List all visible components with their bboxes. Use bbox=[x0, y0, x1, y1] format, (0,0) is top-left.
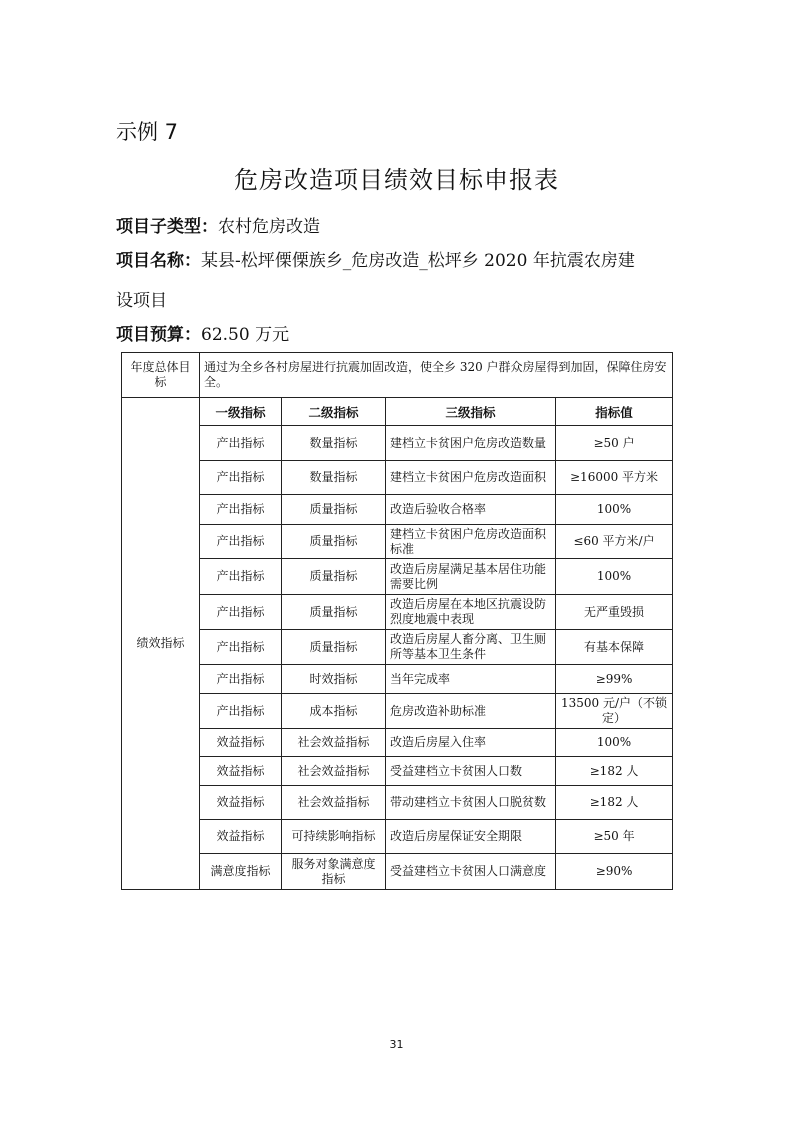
level3-cell: 改造后房屋在本地区抗震设防烈度地震中表现 bbox=[386, 595, 556, 630]
level2-cell: 时效指标 bbox=[282, 665, 386, 694]
level1-cell: 产出指标 bbox=[200, 525, 282, 559]
table-row bbox=[122, 665, 673, 694]
level2-cell: 质量指标 bbox=[282, 630, 386, 665]
table-row bbox=[122, 786, 673, 820]
project-name bbox=[116, 246, 635, 271]
level3-cell: 改造后房屋满足基本居住功能需要比例 bbox=[386, 559, 556, 595]
level2-cell: 数量指标 bbox=[282, 426, 386, 461]
level2-cell: 数量指标 bbox=[282, 461, 386, 495]
budget-label: 项目预算： bbox=[116, 325, 201, 345]
performance-table bbox=[121, 352, 673, 890]
value-cell: ≥99% bbox=[556, 665, 673, 694]
value-cell: ≥90% bbox=[556, 854, 673, 890]
level1-cell: 效益指标 bbox=[200, 757, 282, 786]
level1-cell: 产出指标 bbox=[200, 426, 282, 461]
table-row bbox=[122, 729, 673, 757]
level1-cell: 产出指标 bbox=[200, 630, 282, 665]
table-row bbox=[122, 495, 673, 525]
level1-cell: 满意度指标 bbox=[200, 854, 282, 890]
header-row bbox=[122, 398, 673, 426]
name-value-line2: 设项目 bbox=[116, 291, 167, 311]
value-cell: ≥50 年 bbox=[556, 820, 673, 854]
value-cell: ≥50 户 bbox=[556, 426, 673, 461]
level2-cell: 质量指标 bbox=[282, 559, 386, 595]
goal-text: 通过为全乡各村房屋进行抗震加固改造，使全乡 320 户群众房屋得到加固，保障住房安全。 bbox=[200, 353, 673, 398]
level1-cell: 产出指标 bbox=[200, 665, 282, 694]
value-cell: ≤60 平方米/户 bbox=[556, 525, 673, 559]
level2-cell: 质量指标 bbox=[282, 595, 386, 630]
value-cell: 13500 元/户（不锁定） bbox=[556, 694, 673, 729]
table-row bbox=[122, 630, 673, 665]
level1-cell: 效益指标 bbox=[200, 820, 282, 854]
page-number: 31 bbox=[389, 1038, 404, 1051]
section-label: 绩效指标 bbox=[122, 398, 200, 890]
level3-cell: 危房改造补助标准 bbox=[386, 694, 556, 729]
level2-cell: 成本指标 bbox=[282, 694, 386, 729]
level3-cell: 改造后房屋入住率 bbox=[386, 729, 556, 757]
table-row bbox=[122, 461, 673, 495]
subtype-value: 农村危房改造 bbox=[218, 217, 320, 237]
level3-cell: 改造后验收合格率 bbox=[386, 495, 556, 525]
table-row bbox=[122, 694, 673, 729]
level2-cell: 社会效益指标 bbox=[282, 729, 386, 757]
example-label: 示例 7 bbox=[116, 120, 179, 144]
level1-cell: 效益指标 bbox=[200, 729, 282, 757]
value-cell: 100% bbox=[556, 559, 673, 595]
level1-cell: 产出指标 bbox=[200, 495, 282, 525]
level3-cell: 带动建档立卡贫困人口脱贫数 bbox=[386, 786, 556, 820]
table-row bbox=[122, 426, 673, 461]
level3-cell: 受益建档立卡贫困人口满意度 bbox=[386, 854, 556, 890]
level1-cell: 产出指标 bbox=[200, 595, 282, 630]
level1-cell: 效益指标 bbox=[200, 786, 282, 820]
value-cell: 100% bbox=[556, 729, 673, 757]
budget-value: 62.50 万元 bbox=[201, 325, 290, 345]
level1-cell: 产出指标 bbox=[200, 461, 282, 495]
page-title: 危房改造项目绩效目标申报表 bbox=[234, 166, 559, 194]
name-value-line1: 某县-松坪傈傈族乡_危房改造_松坪乡 2020 年抗震农房建 bbox=[201, 251, 635, 271]
table-row bbox=[122, 525, 673, 559]
goal-label: 年度总体目标 bbox=[122, 353, 200, 398]
level1-cell: 产出指标 bbox=[200, 694, 282, 729]
level2-cell: 服务对象满意度指标 bbox=[282, 854, 386, 890]
value-cell: ≥182 人 bbox=[556, 757, 673, 786]
project-budget bbox=[116, 320, 289, 345]
level3-cell: 改造后房屋保证安全期限 bbox=[386, 820, 556, 854]
project-subtype bbox=[116, 212, 320, 237]
name-label: 项目名称： bbox=[116, 251, 201, 271]
level3-cell: 建档立卡贫困户危房改造面积标准 bbox=[386, 525, 556, 559]
header-level1: 一级指标 bbox=[200, 398, 282, 426]
level1-cell: 产出指标 bbox=[200, 559, 282, 595]
level2-cell: 质量指标 bbox=[282, 525, 386, 559]
level3-cell: 建档立卡贫困户危房改造数量 bbox=[386, 426, 556, 461]
level2-cell: 可持续影响指标 bbox=[282, 820, 386, 854]
header-value: 指标值 bbox=[556, 398, 673, 426]
table-row bbox=[122, 559, 673, 595]
level3-cell: 建档立卡贫困户危房改造面积 bbox=[386, 461, 556, 495]
value-cell: ≥16000 平方米 bbox=[556, 461, 673, 495]
level3-cell: 受益建档立卡贫困人口数 bbox=[386, 757, 556, 786]
level3-cell: 当年完成率 bbox=[386, 665, 556, 694]
value-cell: 无严重毁损 bbox=[556, 595, 673, 630]
level2-cell: 社会效益指标 bbox=[282, 786, 386, 820]
table-row bbox=[122, 854, 673, 890]
subtype-label: 项目子类型： bbox=[116, 217, 218, 237]
value-cell: 有基本保障 bbox=[556, 630, 673, 665]
value-cell: ≥182 人 bbox=[556, 786, 673, 820]
table-row bbox=[122, 820, 673, 854]
table-row bbox=[122, 595, 673, 630]
value-cell: 100% bbox=[556, 495, 673, 525]
header-level2: 二级指标 bbox=[282, 398, 386, 426]
goal-row bbox=[122, 353, 673, 398]
header-level3: 三级指标 bbox=[386, 398, 556, 426]
level2-cell: 社会效益指标 bbox=[282, 757, 386, 786]
level3-cell: 改造后房屋人畜分离、卫生厕所等基本卫生条件 bbox=[386, 630, 556, 665]
project-name-cont bbox=[116, 286, 167, 311]
level2-cell: 质量指标 bbox=[282, 495, 386, 525]
table-row bbox=[122, 757, 673, 786]
